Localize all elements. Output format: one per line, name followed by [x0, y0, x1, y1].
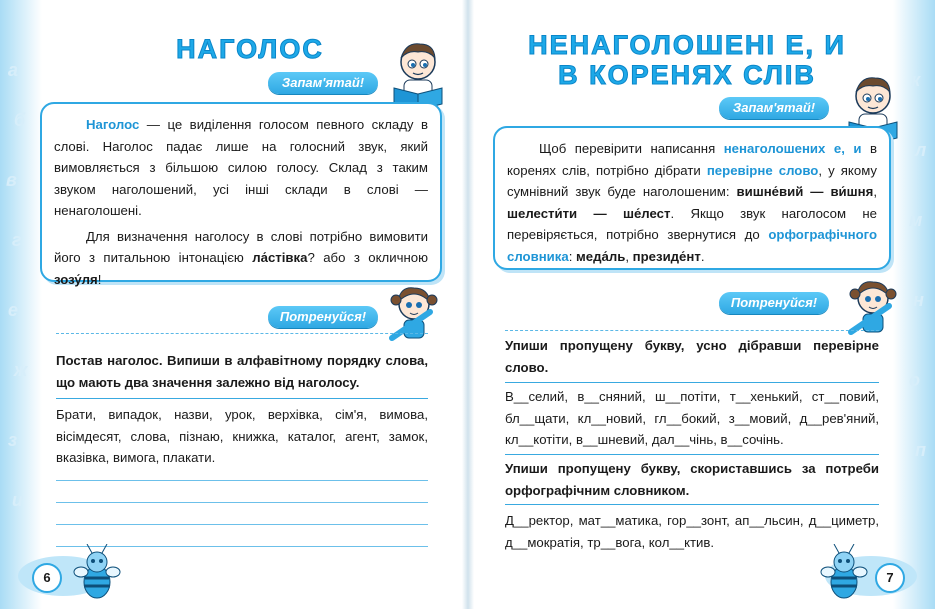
example-word: шелести́ти — ше́лест	[507, 205, 671, 221]
boy-reading-illustration	[388, 38, 448, 110]
rule-punct: ,	[625, 248, 633, 264]
rule-punct: .	[700, 248, 705, 264]
rule-punct: ,	[873, 184, 877, 199]
decor-letter: н	[913, 290, 924, 310]
decor-letter: з	[8, 430, 18, 450]
divider	[505, 382, 879, 383]
page-number: 7	[875, 563, 905, 593]
decor-letter: ж	[14, 360, 28, 380]
rule-sentence: в коренях слів, потрібно дібрати	[507, 141, 877, 178]
bee-illustration	[819, 544, 869, 604]
example-word: меда́ль	[576, 248, 626, 264]
divider	[505, 504, 879, 505]
task-words: Д__ректор, мат__матика, гор__зонт, ап__льсин, д__циметр, д__мократія, тр__вога, кол__ктив.	[505, 513, 879, 550]
example-word: зозу́ля	[54, 271, 98, 287]
task-instruction: Упиши пропущену букву, скориставшись за потреби орфографічним словником.	[505, 461, 879, 498]
example-word: вишне́вий — ви́шня	[736, 184, 874, 199]
remember-tag: Запам'ятай!	[719, 97, 829, 119]
left-page	[0, 0, 467, 609]
decor-letter: е	[8, 300, 19, 320]
rule-term: ненаголошених е, и	[723, 141, 862, 156]
task-instruction: Упиши пропущену букву, усно дібравши перевірне слово.	[505, 338, 879, 375]
decor-letter: а	[8, 60, 19, 80]
divider	[56, 398, 428, 399]
remember-tag: Запам'ятай!	[268, 72, 378, 94]
rule-sentence: . Якщо звук наголосом не перевіряється, потрібно звернутися до	[507, 205, 877, 242]
divider	[56, 333, 428, 334]
rule-box	[493, 126, 891, 270]
example-word: президе́нт	[632, 248, 701, 264]
decor-letter: л	[915, 140, 927, 160]
rule-term: перевірне слово	[706, 162, 819, 178]
decor-letter: и	[12, 490, 23, 510]
rule-punct: :	[568, 248, 577, 264]
writing-line	[56, 524, 428, 525]
rule-term: Наголос	[86, 117, 140, 132]
divider	[505, 454, 879, 455]
rule-sentence: Для визначення наголосу в слові потрібно вимовити його з питальною інтонацією	[54, 228, 428, 265]
decor-letter: о	[909, 370, 920, 390]
decor-letter: б	[14, 110, 26, 130]
rule-sentence: Щоб перевірити написання	[539, 141, 724, 156]
writing-line	[56, 480, 428, 481]
practice-tag: Потренуйся!	[719, 292, 829, 314]
page-title: НАГОЛОС	[176, 34, 324, 64]
decor-letter: к	[911, 70, 921, 90]
rule-sentence: — це виділення голосом певного складу в слові. Наголос падає лише на голосний звук, який вимовляється з більшою силою голосу. Склад з таким звуком наголошений, усі інші склади в слові — ненаголошені.	[54, 117, 428, 218]
rule-term: орфографічного словника	[507, 227, 877, 264]
rule-sentence: , у якому сумнівний звук буде наголошеним:	[507, 162, 877, 199]
page-number: 6	[32, 563, 62, 593]
decor-letter: г	[12, 230, 22, 250]
rule-punct: !	[97, 271, 102, 287]
task-instruction: Постав наголос. Випиши в алфавітному порядку слова, що мають два значення залежно від наголосу.	[56, 353, 428, 390]
book-gutter	[462, 0, 474, 609]
example-word: ла́стівка	[252, 250, 308, 265]
divider	[505, 330, 879, 331]
decor-letter: п	[915, 440, 926, 460]
page-title-line: В КОРЕНЯХ СЛІВ	[558, 60, 816, 90]
right-page	[467, 0, 935, 609]
bee-illustration	[72, 544, 122, 604]
rule-text	[54, 114, 428, 290]
page-title	[507, 30, 867, 90]
girl-pencil-illustration	[843, 276, 905, 336]
page-title-line: НЕНАГОЛОШЕНІ Е, И	[528, 30, 846, 60]
practice-tag: Потренуйся!	[268, 306, 378, 328]
rule-text	[507, 138, 877, 267]
task-words: В__селий, в__сняний, ш__потіти, т__хенький, ст__повий, бл__щати, кл__новий, гл__бокий, з__мовий, д__рев'яний, кл__котіти, в__шневий, дал__чінь, в__сочінь.	[505, 389, 879, 447]
task-words: Брати, випадок, назви, урок, верхівка, сім'я, вимова, вісімдесят, слова, пізнаю, книжка, каталог, агент, замок, вказівка, вимога, плакати.	[56, 407, 428, 465]
rule-sentence: ? або з окличною	[307, 250, 428, 265]
rule-box	[40, 102, 442, 287]
writing-line	[56, 502, 428, 503]
decor-letter: в	[6, 170, 17, 190]
decor-letter: м	[909, 210, 923, 230]
